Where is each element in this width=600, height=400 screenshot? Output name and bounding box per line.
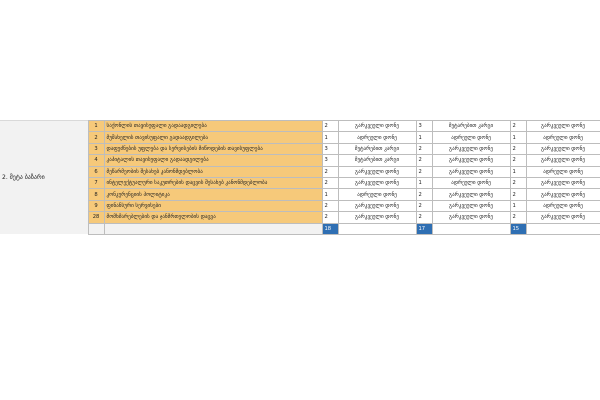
level-2[interactable]: ადრეული დონე	[432, 132, 510, 143]
score-1[interactable]: 2	[322, 200, 338, 211]
level-1[interactable]: გარკვეული დონე	[338, 212, 416, 223]
blank-cell[interactable]	[338, 223, 416, 234]
level-2[interactable]: გარკვეული დონე	[432, 189, 510, 200]
area-name[interactable]: მუშახელის თავისუფალი გადაადგილება	[104, 132, 322, 143]
level-3[interactable]: ადრეული დონე	[526, 200, 600, 211]
score-3[interactable]: 2	[510, 177, 526, 188]
score-1[interactable]: 2	[322, 166, 338, 177]
total-score-2[interactable]: 17	[416, 223, 432, 234]
table-row	[0, 132, 600, 143]
category-label: 2. მეტა ბაზარი	[0, 121, 88, 235]
score-3[interactable]: 1	[510, 132, 526, 143]
level-1[interactable]: მეტარებით კარგი	[338, 155, 416, 166]
level-2[interactable]: ადრეული დონე	[432, 177, 510, 188]
score-2[interactable]: 2	[416, 212, 432, 223]
score-1[interactable]: 2	[322, 121, 338, 132]
table-row	[0, 200, 600, 211]
score-1[interactable]: 1	[322, 189, 338, 200]
score-3[interactable]: 2	[510, 189, 526, 200]
level-1[interactable]: ადრეული დონე	[338, 189, 416, 200]
level-2[interactable]: გარკვეული დონე	[432, 166, 510, 177]
table-row	[0, 212, 600, 223]
total-score-1[interactable]: 18	[322, 223, 338, 234]
row-number[interactable]: 2	[88, 132, 104, 143]
row-number[interactable]: 6	[88, 166, 104, 177]
table-row	[0, 189, 600, 200]
level-1[interactable]: ადრეული დონე	[338, 132, 416, 143]
score-3[interactable]: 2	[510, 121, 526, 132]
level-1[interactable]: მეტარებით კარგი	[338, 143, 416, 154]
row-number[interactable]: 7	[88, 177, 104, 188]
area-name[interactable]: საქონლის თავისუფალი გადაადგილება	[104, 121, 322, 132]
score-2[interactable]: 2	[416, 200, 432, 211]
score-2[interactable]: 1	[416, 132, 432, 143]
level-3[interactable]: გარკვეული დონე	[526, 189, 600, 200]
score-3[interactable]: 2	[510, 212, 526, 223]
score-1[interactable]: 3	[322, 143, 338, 154]
total-score-3[interactable]: 15	[510, 223, 526, 234]
assessment-table	[0, 120, 600, 235]
level-3[interactable]: გარკვეული დონე	[526, 121, 600, 132]
score-2[interactable]: 1	[416, 177, 432, 188]
score-2[interactable]: 2	[416, 143, 432, 154]
score-1[interactable]: 2	[322, 177, 338, 188]
score-3[interactable]: 1	[510, 200, 526, 211]
table-row	[0, 177, 600, 188]
area-name[interactable]: მომხმარებლების და ჯანმრთელობის დაცვა	[104, 212, 322, 223]
score-2[interactable]: 2	[416, 166, 432, 177]
area-name[interactable]: მეწარმეობის შესახებ კანონმდებლობა	[104, 166, 322, 177]
score-3[interactable]: 2	[510, 155, 526, 166]
level-3[interactable]: გარკვეული დონე	[526, 177, 600, 188]
totals-row	[0, 223, 600, 234]
blank-cell[interactable]	[432, 223, 510, 234]
row-number[interactable]: 28	[88, 212, 104, 223]
level-2[interactable]: მეტარებით კარგი	[432, 121, 510, 132]
score-1[interactable]: 2	[322, 212, 338, 223]
score-2[interactable]: 2	[416, 189, 432, 200]
area-name[interactable]: კაპიტალის თავისუფალი გადაადგილება	[104, 155, 322, 166]
score-1[interactable]: 1	[322, 132, 338, 143]
area-name[interactable]: დაფუძნების უფლება და სერვისების მიწოდების თავისუფლება	[104, 143, 322, 154]
area-name[interactable]: ინტელექტუალური საკუთრების დაცვის შესახებ კანონმდებლობა	[104, 177, 322, 188]
level-3[interactable]: ადრეული დონე	[526, 132, 600, 143]
level-3[interactable]: ადრეული დონე	[526, 166, 600, 177]
table-row	[0, 121, 600, 132]
level-3[interactable]: გარკვეული დონე	[526, 143, 600, 154]
score-3[interactable]: 1	[510, 166, 526, 177]
blank-cell[interactable]	[104, 223, 322, 234]
row-number[interactable]: 8	[88, 189, 104, 200]
level-2[interactable]: გარკვეული დონე	[432, 200, 510, 211]
level-3[interactable]: გარკვეული დონე	[526, 212, 600, 223]
score-2[interactable]: 2	[416, 155, 432, 166]
score-3[interactable]: 2	[510, 143, 526, 154]
row-number[interactable]: 3	[88, 143, 104, 154]
level-1[interactable]: გარკვეული დონე	[338, 177, 416, 188]
score-1[interactable]: 3	[322, 155, 338, 166]
level-1[interactable]: გარკვეული დონე	[338, 121, 416, 132]
row-number[interactable]: 1	[88, 121, 104, 132]
blank-cell[interactable]	[88, 223, 104, 234]
blank-cell[interactable]	[526, 223, 600, 234]
table-row	[0, 155, 600, 166]
area-name[interactable]: ფინანსური სერვისები	[104, 200, 322, 211]
level-2[interactable]: გარკვეული დონე	[432, 155, 510, 166]
score-2[interactable]: 3	[416, 121, 432, 132]
level-2[interactable]: გარკვეული დონე	[432, 143, 510, 154]
level-3[interactable]: გარკვეული დონე	[526, 155, 600, 166]
level-2[interactable]: გარკვეული დონე	[432, 212, 510, 223]
level-1[interactable]: გარკვეული დონე	[338, 200, 416, 211]
row-number[interactable]: 9	[88, 200, 104, 211]
table-row	[0, 143, 600, 154]
area-name[interactable]: კონკურენციის პოლიტიკა	[104, 189, 322, 200]
table-row	[0, 166, 600, 177]
row-number[interactable]: 4	[88, 155, 104, 166]
level-1[interactable]: გარკვეული დონე	[338, 166, 416, 177]
